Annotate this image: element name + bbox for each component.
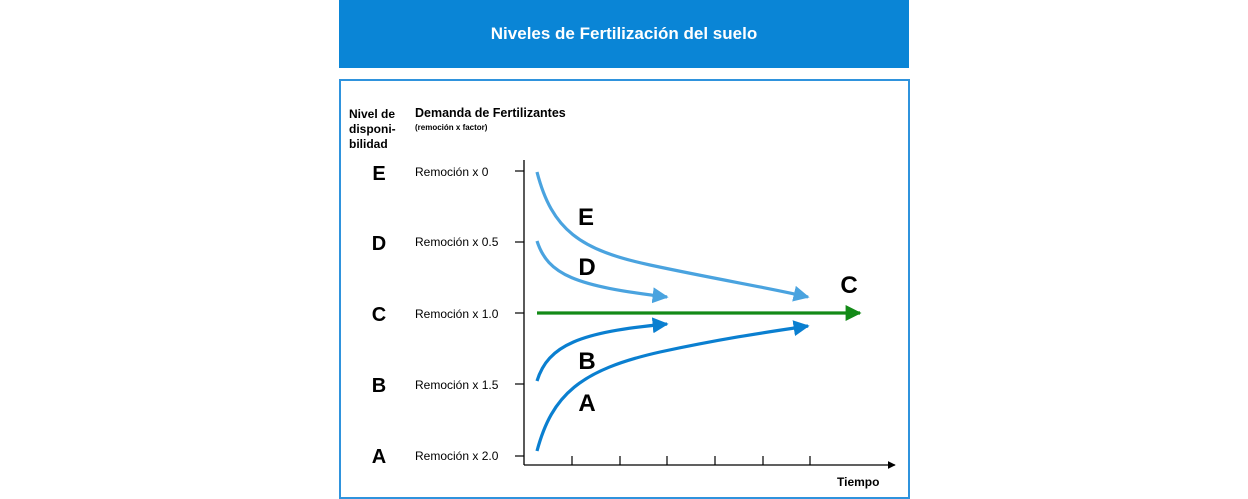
availability-heading-line-2: disponi- (349, 122, 396, 136)
curve-label-a: A (578, 390, 596, 417)
x-axis-label: Tiempo (837, 475, 880, 489)
page-title: Niveles de Fertilización del suelo (490, 24, 758, 43)
level-label-c: Remoción x 1.0 (415, 307, 499, 321)
level-letter-a: A (371, 446, 387, 468)
x-axis-ticks (572, 456, 810, 465)
curve-label-c: C (840, 272, 858, 299)
level-letter-d: D (371, 233, 387, 255)
demand-heading: Demanda de Fertilizantes (415, 106, 566, 120)
level-label-a: Remoción x 2.0 (415, 449, 499, 463)
level-letter-c: C (371, 304, 387, 326)
curve-label-e: E (577, 204, 595, 231)
curve-label-b: B (578, 348, 596, 375)
y-axis-ticks (515, 171, 524, 456)
curve-label-d: D (578, 254, 596, 281)
level-letter-e: E (372, 163, 386, 185)
availability-heading-line-1: Nivel de (349, 107, 396, 121)
level-label-b: Remoción x 1.5 (415, 378, 499, 392)
level-label-e: Remoción x 0 (415, 165, 489, 179)
availability-heading-line-3: bilidad (349, 137, 388, 151)
level-label-d: Remoción x 0.5 (415, 235, 499, 249)
demand-subheading: (remoción x factor) (415, 123, 488, 132)
curve-b (537, 324, 667, 381)
curve-a (537, 326, 808, 451)
level-letter-b: B (371, 375, 387, 397)
